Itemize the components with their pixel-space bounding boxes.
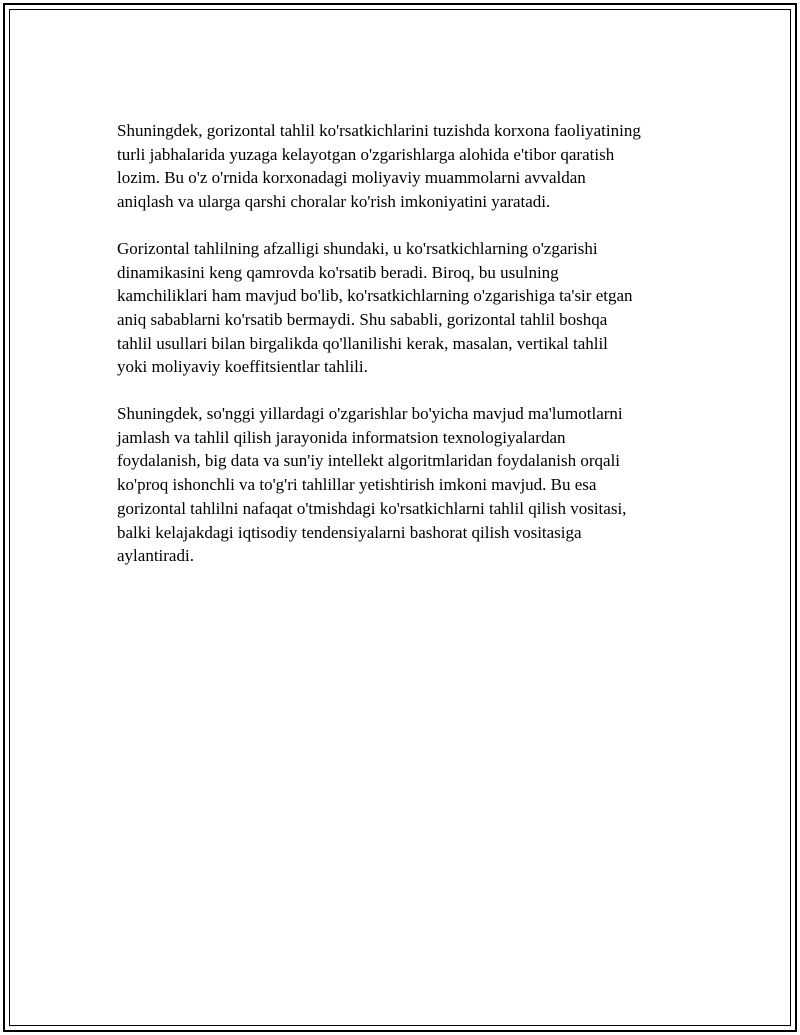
paragraph-line: balki kelajakdagi iqtisodiy tendensiyalarni bashorat qilish vositasiga xyxy=(117,522,582,542)
paragraph-line: Shuningdek, so'nggi yillardagi o'zgarishlar bo'yicha mavjud ma'lumotlarni xyxy=(117,404,623,424)
paragraph-line: foydalanish, big data va sun'iy intellekt algoritmlaridan foydalanish orqali xyxy=(117,451,621,471)
paragraph-line: turli jabhalarida yuzaga kelayotgan o'zgarishlarga alohida e'tibor qaratish xyxy=(117,144,615,164)
paragraph-line: gorizontal tahlilni nafaqat o'tmishdagi ko'rsatkichlarni tahlil qilish vositasi, xyxy=(117,498,627,518)
paragraph-line: jamlash va tahlil qilish jarayonida informatsion texnologiyalardan xyxy=(117,427,566,447)
document-body xyxy=(117,119,697,591)
paragraph-line: lozim. Bu o'z o'rnida korxonadagi moliyaviy muammolarni avvaldan xyxy=(117,168,586,188)
paragraph-line: aylantiradi. xyxy=(117,546,194,566)
paragraph-line: aniqlash va ularga qarshi choralar ko'rish imkoniyatini yaratadi. xyxy=(117,192,551,212)
paragraph-line: tahlil usullari bilan birgalikda qo'llanilishi kerak, masalan, vertikal tahlil xyxy=(117,333,608,353)
paragraph-2 xyxy=(117,237,697,379)
paragraph-line: Shuningdek, gorizontal tahlil ko'rsatkichlarini tuzishda korxona faoliyatining xyxy=(117,121,641,140)
paragraph-line: ko'proq ishonchli va to'g'ri tahlillar yetishtirish imkoni mavjud. Bu esa xyxy=(117,475,597,495)
paragraph-1 xyxy=(117,119,697,214)
paragraph-line: kamchiliklari ham mavjud bo'lib, ko'rsatkichlarning o'zgarishiga ta'sir etgan xyxy=(117,286,633,306)
paragraph-3 xyxy=(117,402,697,568)
paragraph-line: dinamikasini keng qamrovda ko'rsatib beradi. Biroq, bu usulning xyxy=(117,262,559,282)
paragraph-line: aniq sabablarni ko'rsatib bermaydi. Shu sababli, gorizontal tahlil boshqa xyxy=(117,309,608,329)
paragraph-line: yoki moliyaviy koeffitsientlar tahlili. xyxy=(117,357,368,377)
paragraph-line: Gorizontal tahlilning afzalligi shundaki, u ko'rsatkichlarning o'zgarishi xyxy=(117,238,598,258)
